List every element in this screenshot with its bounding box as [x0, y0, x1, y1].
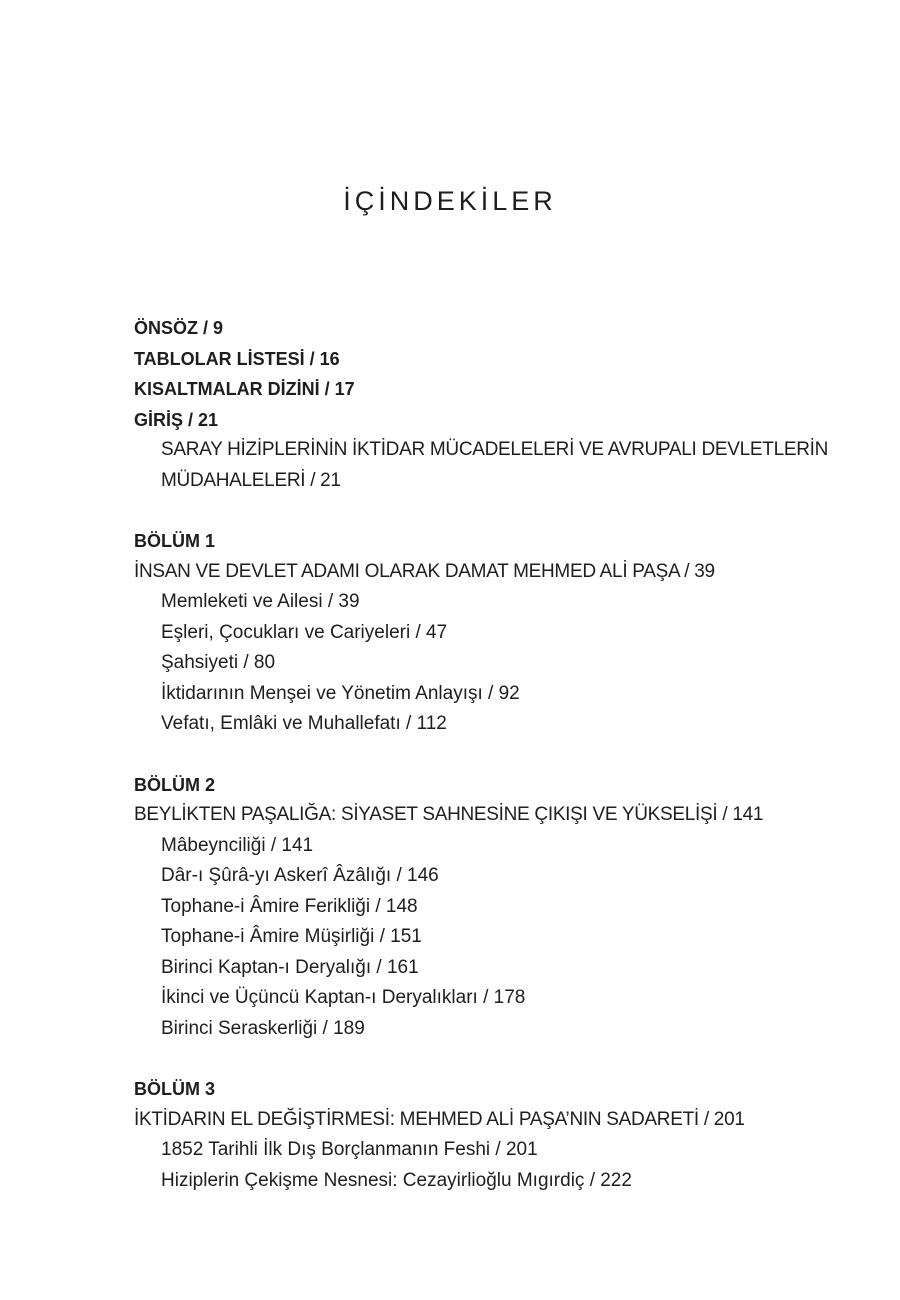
chapter-label: BÖLÜM 3	[134, 1079, 215, 1099]
toc-subentry: MÜDAHALELERİ / 21	[161, 469, 341, 491]
toc-subentry: Tophane-i Âmire Ferikliği / 148	[161, 895, 418, 917]
section-spacer	[134, 1044, 834, 1074]
toc-subentry: Mâbeynciliği / 141	[161, 834, 314, 856]
toc-subentry: Şahsiyeti / 80	[161, 652, 276, 673]
toc-subentry: Hiziplerin Çekişme Nesnesi: Cezayirlioğlu Mıgırdiç / 222	[161, 1169, 632, 1191]
chapter-heading: İKTİDARIN EL DEĞİŞTİRMESİ: MEHMED ALİ PAŞA’NIN SADARETİ / 201	[134, 1108, 745, 1130]
toc-entry-preface: ÖNSÖZ / 9	[134, 318, 224, 338]
chapter-label: BÖLÜM 2	[134, 774, 215, 795]
toc-subentry: Tophane-i Âmire Müşirliği / 151	[161, 926, 422, 947]
toc-subentry: Vefatı, Emlâki ve Muhallefatı / 112	[161, 713, 447, 734]
toc-subentry: Birinci Seraskerliği / 189	[161, 1017, 365, 1039]
section-spacer	[134, 496, 834, 526]
toc-subentry: Dâr-ı Şûrâ-yı Askerî Âzâlığı / 146	[161, 865, 439, 886]
table-of-contents	[134, 313, 834, 1196]
chapter-heading: İNSAN VE DEVLET ADAMI OLARAK DAMAT MEHMED ALİ PAŞA / 39	[134, 560, 715, 582]
toc-subentry: Birinci Kaptan-ı Deryalığı / 161	[161, 956, 419, 978]
page-title: İÇİNDEKİLER	[343, 186, 557, 216]
toc-subentry: SARAY HİZİPLERİNİN İKTİDAR MÜCADELELERİ VE AVRUPALI DEVLETLERİN	[161, 439, 829, 460]
toc-entry-tables-list: TABLOLAR LİSTESİ / 16	[134, 348, 340, 369]
toc-subentry: Eşleri, Çocukları ve Cariyeleri / 47	[161, 621, 448, 643]
toc-subentry: İkinci ve Üçüncü Kaptan-ı Deryalıkları / 178	[161, 987, 526, 1008]
section-spacer	[134, 740, 834, 770]
toc-entry-abbreviations: KISALTMALAR DİZİNİ / 17	[134, 379, 355, 399]
chapter-label: BÖLÜM 1	[134, 531, 215, 551]
toc-subentry: 1852 Tarihli İlk Dış Borçlanmanın Feshi / 201	[161, 1139, 538, 1160]
toc-entry-introduction: GİRİŞ / 21	[134, 409, 219, 430]
chapter-heading: BEYLİKTEN PAŞALIĞA: SİYASET SAHNESİNE ÇIKIŞI VE YÜKSELİŞİ / 141	[134, 804, 764, 825]
toc-subentry: İktidarının Menşei ve Yönetim Anlayışı / 92	[161, 682, 520, 704]
toc-subentry: Memleketi ve Ailesi / 39	[161, 591, 360, 612]
